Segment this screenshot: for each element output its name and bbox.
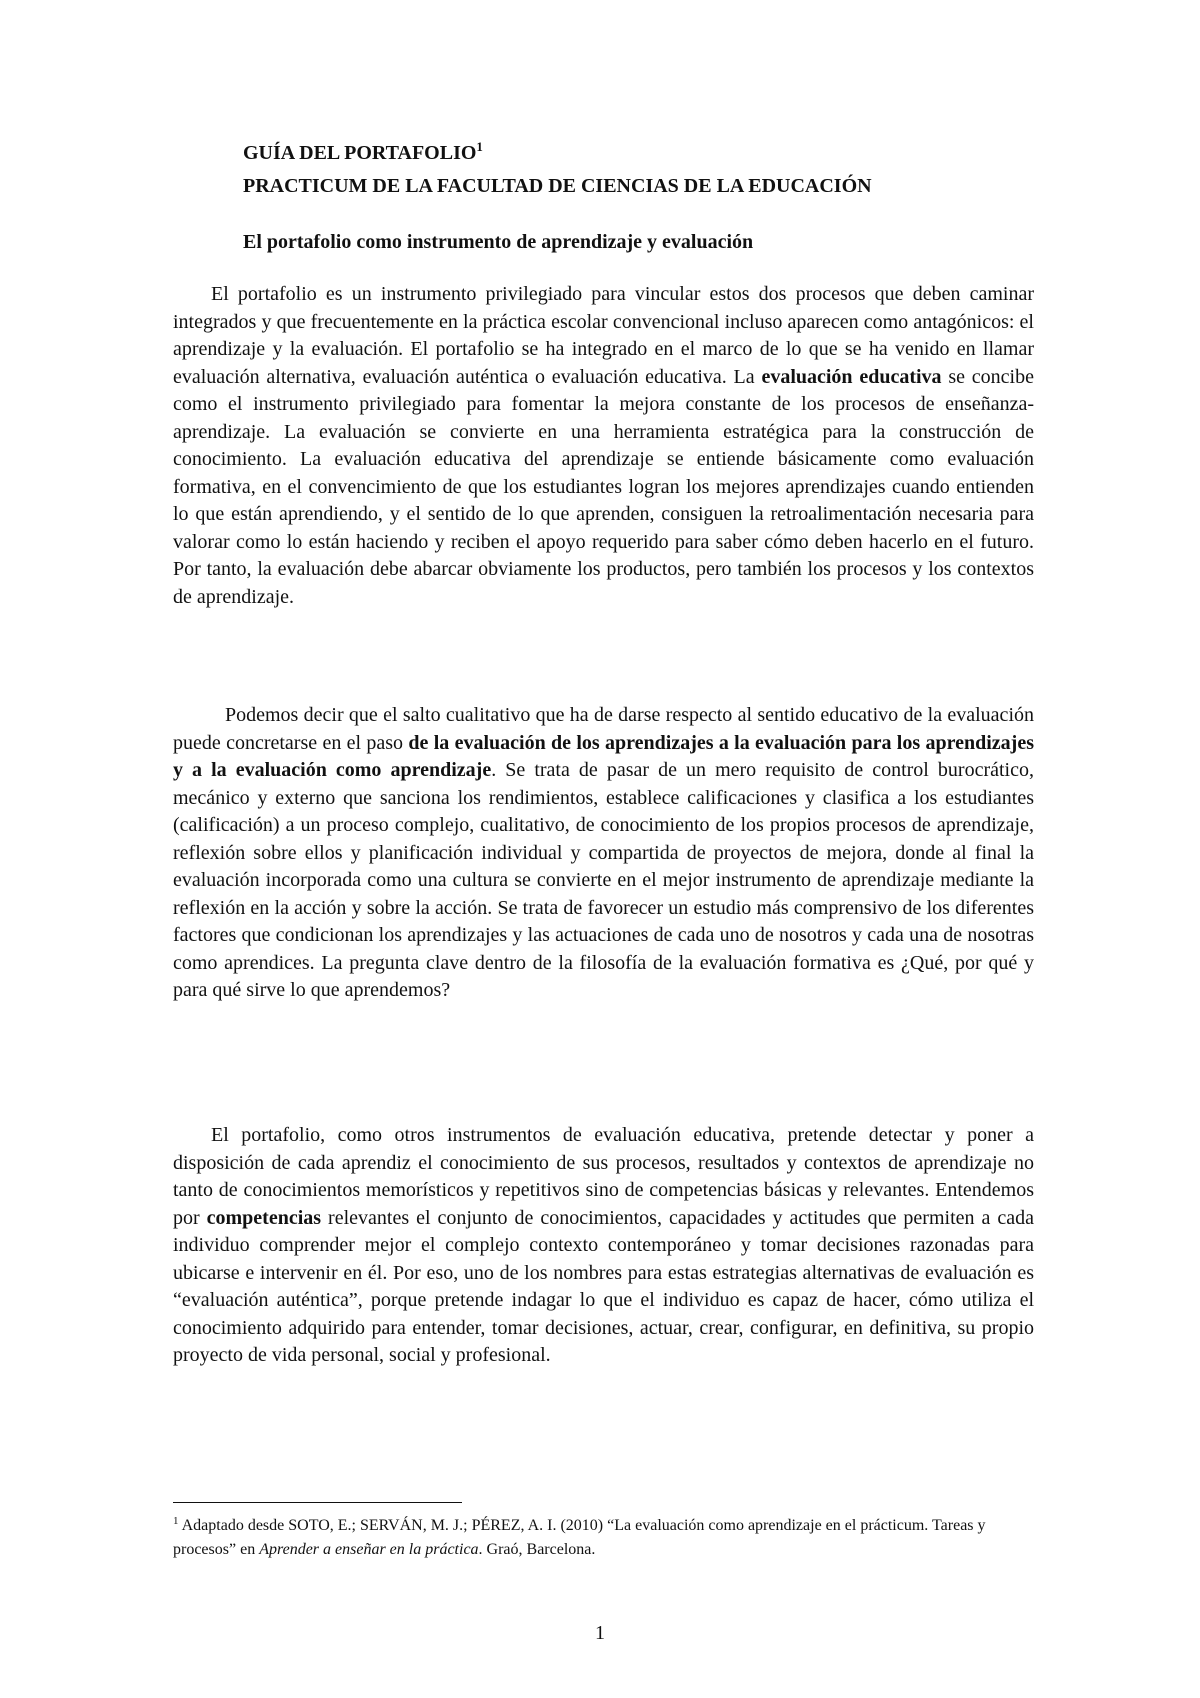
footnote-marker: 1 (173, 1515, 179, 1527)
paragraph-3-text-b: relevantes el conjunto de conocimientos, capacidades y actitudes que permiten a cada individuo comprender mejor el complejo contexto contemporáneo y tomar decisiones razonadas para ubicarse e intervenir en él. Por eso, uno de los nombres para estas estrategias alternativas de evaluación es “evaluación auténtica”, porque pretende indagar lo que el individuo es capaz de hacer, cómo utiliza el conocimiento adquirido para entender, tomar decisiones, actuar, crear, configurar, en definitiva, su propio proyecto de vida personal, social y profesional. (173, 1206, 1034, 1366)
paragraph-1-text-a: El portafolio es un instrumento privilegiado para vincular estos dos procesos que deben caminar integrados y que frecuentemente en la práctica escolar convencional incluso aparecen como antagónicos: el aprendizaje y la evaluación. El portafolio se ha integrado en el marco de lo que se ha venido en llamar evaluación alternativa, evaluación auténtica o evaluación educativa. La (173, 283, 1034, 388)
paragraph-1-text-b: se concibe como el instrumento privilegiado para fomentar la mejora constante de los procesos de enseñanza-aprendizaje. La evaluación se convierte en una herramienta estratégica para la construcción de conocimiento. La evaluación educativa del aprendizaje se entiende básicamente como evaluación formativa, en el convencimiento de que los estudiantes logran los mejores aprendizajes cuando entienden lo que están aprendiendo, y el sentido de lo que aprenden, consiguen la retroalimentación necesaria para valorar como lo están haciendo y reciben el apoyo requerido para saber cómo deben hacerlo en el futuro. Por tanto, la evaluación debe abarcar obviamente los productos, pero también los procesos y los contextos de aprendizaje. (173, 365, 1034, 608)
footnote-reference[interactable]: 1 (476, 139, 483, 154)
footnote-text-a: Adaptado desde SOTO, E.; SERVÁN, M. J.; PÉREZ, A. I. (2010) “La evaluación como aprendizaje en el prácticum. Tareas y procesos” en (173, 1517, 986, 1558)
footnote-book-title: Aprender a enseñar en la práctica (259, 1541, 479, 1558)
footnote-text-b: . Graó, Barcelona. (478, 1541, 596, 1558)
paragraph-2-text-a: Podemos decir que el salto cualitativo que ha de darse respecto al sentido educativo de la evaluación puede concretarse en el paso (173, 704, 1034, 754)
paragraph-2-bold: de la evaluación de los aprendizajes a la evaluación para los aprendizajes y a la evaluación como aprendizaje (173, 731, 1034, 781)
document-title-line-2: PRACTICUM DE LA FACULTAD DE CIENCIAS DE LA EDUCACIÓN (243, 175, 872, 197)
paragraph-3-bold: competencias (206, 1206, 322, 1229)
title-line-1: GUÍA DEL PORTAFOLIO (243, 142, 477, 164)
paragraph-1 (173, 281, 1034, 611)
paragraph-2-text-b: . Se trata de pasar de un mero requisito de control burocrático, mecánico y externo que sanciona los rendimientos, establece calificaciones y clasifica a los estudiantes (calificación) a un proceso complejo, cualitativo, de conocimiento de los propios procesos de aprendizaje, reflexión sobre ellos y planificación individual y compartida de proyectos de mejora, donde al final la evaluación incorporada como una cultura se convierte en el mejor instrumento de aprendizaje mediante la reflexión en la acción y sobre la acción. Se trata de favorecer un estudio más comprensivo de los diferentes factores que condicionan los aprendizajes y las actuaciones de cada uno de nosotros y cada una de nosotras como aprendices. La pregunta clave dentro de la filosofía de la evaluación formativa es ¿Qué, por qué y para qué sirve lo que aprendemos? (173, 759, 1034, 1001)
page-number: 1 (595, 1622, 605, 1644)
paragraph-2 (173, 702, 1034, 1005)
footnote-separator (173, 1502, 462, 1503)
section-heading: El portafolio como instrumento de aprendizaje y evaluación (243, 231, 754, 253)
document-title (243, 139, 1063, 164)
footnote (173, 1514, 1034, 1562)
paragraph-3-text-a: El portafolio, como otros instrumentos de evaluación educativa, pretende detectar y poner a disposición de cada aprendiz el conocimiento de sus procesos, resultados y contextos de aprendizaje no tanto de conocimientos memorísticos y repetitivos sino de competencias básicas y relevantes. Entendemos por (173, 1124, 1034, 1229)
paragraph-1-bold: evaluación educativa (761, 365, 942, 388)
paragraph-3 (173, 1122, 1034, 1370)
